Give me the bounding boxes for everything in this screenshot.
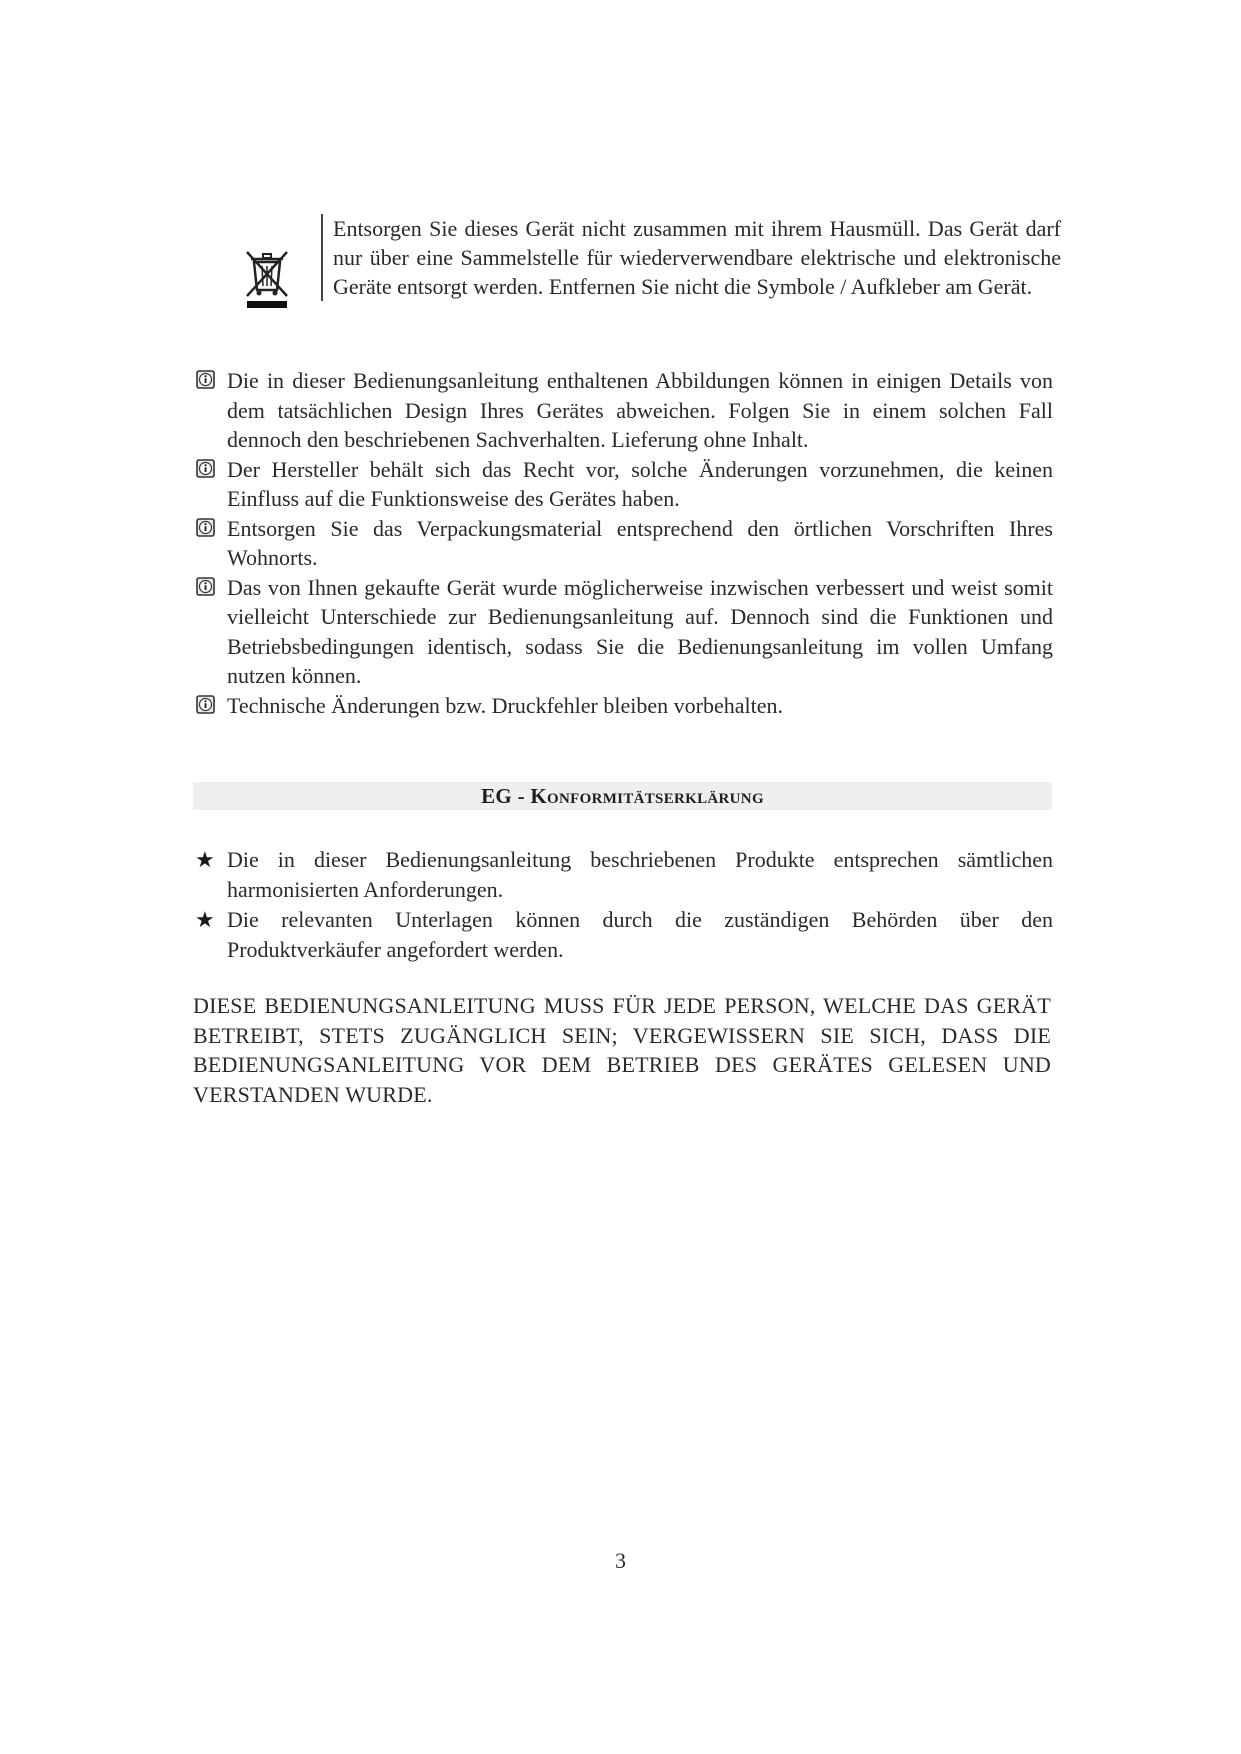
info-item <box>193 691 1053 721</box>
section-heading-conformity <box>193 782 1052 810</box>
conformity-item <box>193 845 1053 904</box>
info-text: Entsorgen Sie das Verpackungsmaterial entsprechend den örtlichen Vorschriften Ihres Wohnorts. <box>227 515 1053 570</box>
section-heading-title: Konformitätserklärung <box>530 784 764 808</box>
weee-disposal-text: Entsorgen Sie dieses Gerät nicht zusammen mit ihrem Hausmüll. Das Gerät darf nur über eine Sammelstelle für wiederverwendbare elektrische und elektronische Geräte entsorgt werden. Entfernen Sie nicht die Symbole / Aufkleber am Gerät. <box>321 214 1061 301</box>
info-icon <box>196 459 215 478</box>
info-item <box>193 573 1053 691</box>
conformity-item <box>193 905 1053 964</box>
star-icon: ★ <box>195 907 215 932</box>
info-item <box>193 514 1053 573</box>
info-item <box>193 366 1053 455</box>
info-icon <box>196 370 215 389</box>
info-icon <box>196 518 215 537</box>
info-text: Technische Änderungen bzw. Druckfehler bleiben vorbehalten. <box>227 692 783 718</box>
info-text: Das von Ihnen gekaufte Gerät wurde möglicherweise inzwischen verbessert und weist somit vielleicht Unterschiede zur Bedienungsanleitung auf. Dennoch sind die Funktionen und Betriebsbedingungen identisch, sodass Sie die Bedienungsanleitung im vollen Umfang nutzen können. <box>227 574 1053 688</box>
info-item <box>193 455 1053 514</box>
conformity-list <box>193 845 1053 965</box>
conformity-text: Die relevanten Unterlagen können durch die zuständigen Behörden über den Produktverkäufer angefordert werden. <box>227 907 1053 962</box>
section-heading-prefix: EG - <box>481 784 531 808</box>
conformity-text: Die in dieser Bedienungsanleitung beschriebenen Produkte entsprechen sämtlichen harmonisierten Anforderungen. <box>227 847 1053 902</box>
info-icon <box>196 577 215 596</box>
crossed-out-wheelie-bin-icon <box>239 244 295 310</box>
star-icon: ★ <box>195 847 215 872</box>
info-list <box>193 366 1053 720</box>
info-icon <box>196 695 215 714</box>
info-text: Der Hersteller behält sich das Recht vor, solche Änderungen vorzunehmen, die keinen Einfluss auf die Funktionsweise des Gerätes haben. <box>227 456 1053 511</box>
weee-notice <box>225 214 1061 334</box>
info-text: Die in dieser Bedienungsanleitung enthaltenen Abbildungen können in einigen Details von dem tatsächlichen Design Ihres Gerätes abweichen. Folgen Sie in einem solchen Fall dennoch den beschriebenen Sachverhalten. Lieferung ohne Inhalt. <box>227 368 1053 452</box>
page-number: 3 <box>615 1548 626 1573</box>
manual-availability-warning: DIESE BEDIENUNGSANLEITUNG MUSS FÜR JEDE PERSON, WELCHE DAS GERÄT BETREIBT, STETS ZUGÄNGLICH SEIN; VERGEWISSERN SIE SICH, DASS DIE BEDIENUNGSANLEITUNG VOR DEM BETRIEB DES GERÄTES GELESEN UND VERSTANDEN WURDE. <box>193 993 1051 1107</box>
